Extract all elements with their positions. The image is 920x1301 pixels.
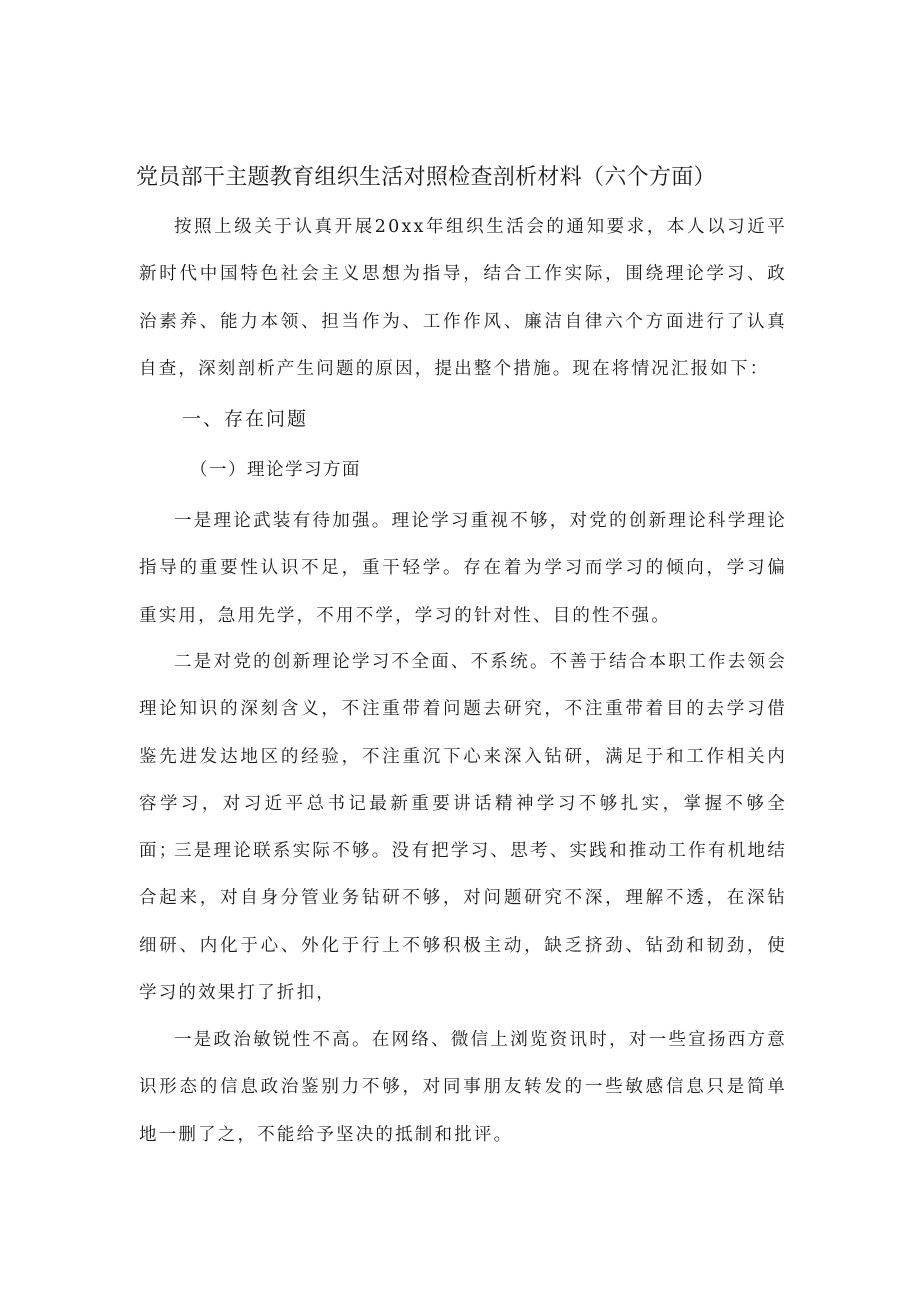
body-paragraph: 三是理论联系实际不够。没有把学习、思考、实践和推动工作有机地结合起来，对自身分管业务钻研不够，对问题研究不深，理解不透，在深钻细研、内化于心、外化于行上不够积极主动，缺乏挤劲、钻劲和韧劲，使学习的效果打了折扣，	[139, 841, 787, 1003]
body-paragraph: 二是对党的创新理论学习不全面、不系统。不善于结合本职工作去领会理论知识的深刻含义，不注重带着问题去研究，不注重带着目的去学习借鉴先进发达地区的经验，不注重沉下心来深入钻研，满足于和工作相关内容学习，对习近平总书记最新重要讲话精神学习不够扎实，掌握不够全面；	[139, 652, 787, 862]
document-title: 党员部干主题教育组织生活对照检查剖析材料（六个方面）	[136, 165, 716, 190]
body-paragraph: 一是政治敏锐性不高。在网络、微信上浏览资讯时，对一些宣扬西方意识形态的信息政治鉴别力不够，对同事朋友转发的一些敏感信息只是简单地一删了之，不能给予坚决的抵制和批评。	[139, 1030, 787, 1145]
subsection-heading: （一）理论学习方面	[190, 460, 361, 480]
section-heading: 一、存在问题	[182, 408, 309, 430]
intro-paragraph: 按照上级关于认真开展20xx年组织生活会的通知要求，本人以习近平新时代中国特色社会主义思想为指导，结合工作实际，围绕理论学习、政治素养、能力本领、担当作为、工作作风、廉洁自律六个方面进行了认真自查，深刻剖析产生问题的原因，提出整个措施。现在将情况汇报如下：	[139, 217, 787, 379]
body-paragraph: 一是理论武装有待加强。理论学习重视不够，对党的创新理论科学理论指导的重要性认识不足，重干轻学。存在着为学习而学习的倾向，学习偏重实用，急用先学，不用不学，学习的针对性、目的性不强。	[139, 511, 787, 626]
